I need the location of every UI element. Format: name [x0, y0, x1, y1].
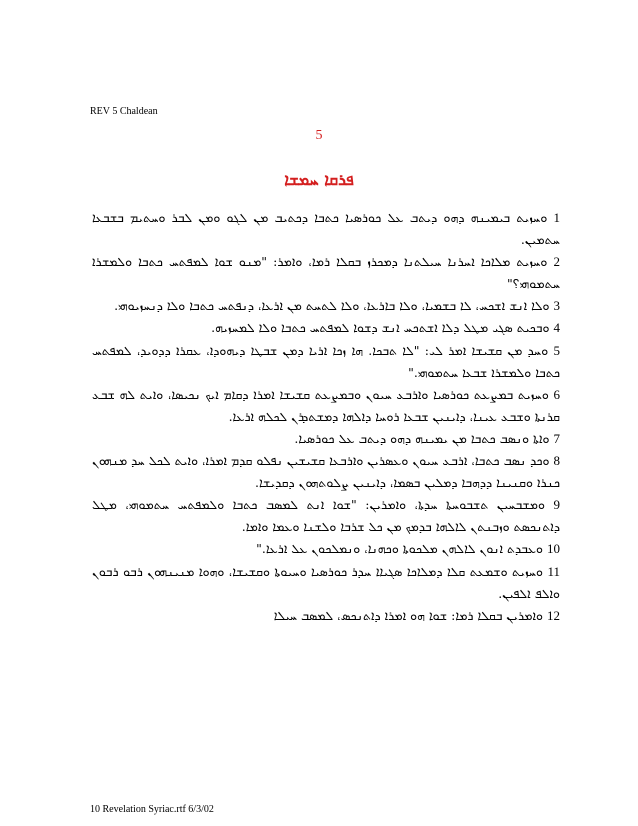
verse-text: ܘܚܕ ܡܢ ܩܫܝܫܐ ܐܡܪ ܠܝ: "ܠܐ ܬܒܟܐ. ܗܐ ܙܟܐ ܐܪܝܐ ܕܡܢ ܫܒܛܐ ܕܝܗܘܕܐ، ܥܩܪܐ ܕܕܘܝܕ، ܠܡܦܬܚ ܟܬܒܐ ܘܠܡܫܪܐ ܫܒܥܐ ܚܬܡܘܗܝ." — [92, 342, 560, 380]
verse-body — [92, 207, 560, 627]
verse — [92, 251, 560, 295]
verse — [92, 428, 560, 450]
verse — [92, 494, 560, 538]
verse-number: 6 — [553, 386, 560, 402]
running-footer: 10 Revelation Syriac.rtf 6/3/02 — [90, 804, 214, 815]
verse — [92, 561, 560, 605]
verse — [92, 317, 560, 339]
verse-number: 11 — [547, 563, 560, 579]
verse-number: 4 — [553, 320, 560, 336]
verse-text: ܘܚܙܝܬ ܒܝܡܝܢܗ ܕܗܘ ܕܝܬܒ ܥܠ ܟܘܪܣܝܐ ܟܬܒܐ ܕܟܬܝܒ ܡܢ ܠܓܘ ܘܡܢ ܠܒܪ ܘܚܬܝܡ ܒܫܒܥܐ ܚܬܡܝܢ. — [92, 210, 560, 248]
verse-text: ܘܚܙܝܬ ܒܡܨܥܬ ܟܘܪܣܝܐ ܘܐܪܒܥ ܚܝܘܢ ܘܒܡܨܥܬ ܩܫܝܫܐ ܐܡܪܐ ܕܩܐܡ ܐܝܟ ܢܟܝܣܐ، ܘܐܝܬ ܠܗ ܫܒܥ ܩܪܢܬܐ ܘܫܒܥ ܥܝܢܐ، ܕܐܝܢܝܢ ܫܒܥܐ ܪܘܚܐ ܕܐܠܗܐ ܕܡܫܬܕܪܢ ܠܟܠܗ ܐܪܥܐ. — [92, 386, 560, 424]
verse-number: 12 — [547, 607, 560, 623]
chapter-title: ܦܪܩܐ ܚܡܫܐ — [284, 170, 354, 189]
verse-number: 3 — [553, 298, 560, 314]
verse — [92, 538, 560, 560]
verse — [92, 605, 560, 627]
verse-number: 7 — [553, 430, 560, 446]
chapter-number: 5 — [315, 128, 323, 143]
verse-number: 10 — [547, 541, 560, 557]
verse-text: ܘܒܟܝܬ ܣܓܝ ܡܛܠ ܕܠܐ ܐܫܬܟܚ ܐܢܫ ܕܫܘܐ ܠܡܦܬܚ ܟܬܒܐ ܘܠܐ ܠܡܚܙܝܗ. — [211, 320, 550, 336]
verse-number: 5 — [553, 342, 560, 358]
verse-number: 8 — [553, 453, 560, 469]
verse — [92, 295, 560, 317]
verse-number: 9 — [553, 497, 560, 513]
verse-text: ܘܚܙܝܬ ܡܠܐܟܐ ܐܚܪܢܐ ܚܝܠܬܢܐ ܕܡܟܪܙ ܒܩܠܐ ܪܡܐ، ܘܐܡܪ: "ܡܢܘ ܫܘܐ ܠܡܦܬܚ ܟܬܒܐ ܘܠܡܫܪܐ ܚܬܡܘܗܝ؟" — [92, 254, 560, 292]
verse-text: ܘܡܫܒܚܝܢ ܬܫܒܘܚܬܐ ܚܕܬܐ، ܘܐܡܪܝܢ: "ܫܘܐ ܐܢܬ ܠܡܣܒ ܟܬܒܐ ܘܠܡܦܬܚ ܚܬܡܘܗܝ، ܡܛܠ ܕܐܬܢܟܣܬ ܘܙܒܢܬܢ ܠܐܠܗܐ ܒܕܡܟ ܡܢ ܟܠ ܫܪܒܐ ܘܠܫܢܐ ܘܥܡܐ ܘܐܡܐ. — [92, 497, 560, 535]
verse-text: ܘܥܒܕܬ ܐܢܘܢ ܠܐܠܗܢ ܡܠܟܘܬܐ ܘܟܗܢܐ، ܘܢܡܠܟܘܢ ܥܠ ܐܪܥܐ." — [256, 541, 544, 557]
verse-number: 1 — [553, 210, 560, 225]
verse-text: ܘܚܙܝܬ ܘܫܡܥܬ ܩܠܐ ܕܡܠܐܟܐ ܣܓܝܐܐ ܚܕܪ ܟܘܪܣܝܐ ܘܚܝܘܬܐ ܘܩܫܝܫܐ، ܘܗܘܐ ܡܢܝܢܗܘܢ ܪܒܘ ܪܒܘܢ ܘܐܠܦ ܐܠܦܝܢ. — [92, 563, 560, 601]
verse — [92, 207, 560, 251]
verse — [92, 384, 560, 428]
running-header: REV 5 Chaldean — [90, 106, 158, 117]
verse-number: 2 — [553, 254, 560, 270]
verse-text: ܘܐܡܪܝܢ ܒܩܠܐ ܪܡܐ: ܫܘܐ ܗܘ ܐܡܪܐ ܕܐܬܢܟܣ، ܠܡܣܒ ܚܝܠܐ — [273, 607, 544, 623]
verse-text: ܘܟܕ ܢܣܒ ܟܬܒܐ، ܐܪܒܥ ܚܝܘܢ ܘܥܣܪܝܢ ܘܐܪܒܥܐ ܩܫܝܫܝܢ ܢܦܠܘ ܩܕܡ ܐܡܪܐ، ܘܐܝܬ ܠܟܠ ܚܕ ܡܢܗܘܢ ܟܢܪܐ ܘܩܢܝܢܐ ܕܕܗܒܐ ܕܡܠܝܢ ܒܣܡܐ، ܕܐܝܢܝܢ ܨܠܘܬܗܘܢ ܕܩܕܝܫܐ. — [92, 453, 560, 491]
verse — [92, 340, 560, 384]
verse-text: ܘܠܐ ܐܢܫ ܐܫܟܚ، ܠܐ ܒܫܡܝܐ، ܘܠܐ ܒܐܪܥܐ، ܘܠܐ ܠܬܚܬ ܡܢ ܐܪܥܐ، ܕܢܦܬܚ ܟܬܒܐ ܘܠܐ ܕܢܚܙܝܘܗܝ. — [114, 298, 550, 314]
verse — [92, 450, 560, 494]
verse-text: ܘܐܬܐ ܘܢܣܒ ܟܬܒܐ ܡܢ ܝܡܝܢܗ ܕܗܘ ܕܝܬܒ ܥܠ ܟܘܪܣܝܐ. — [294, 430, 550, 446]
